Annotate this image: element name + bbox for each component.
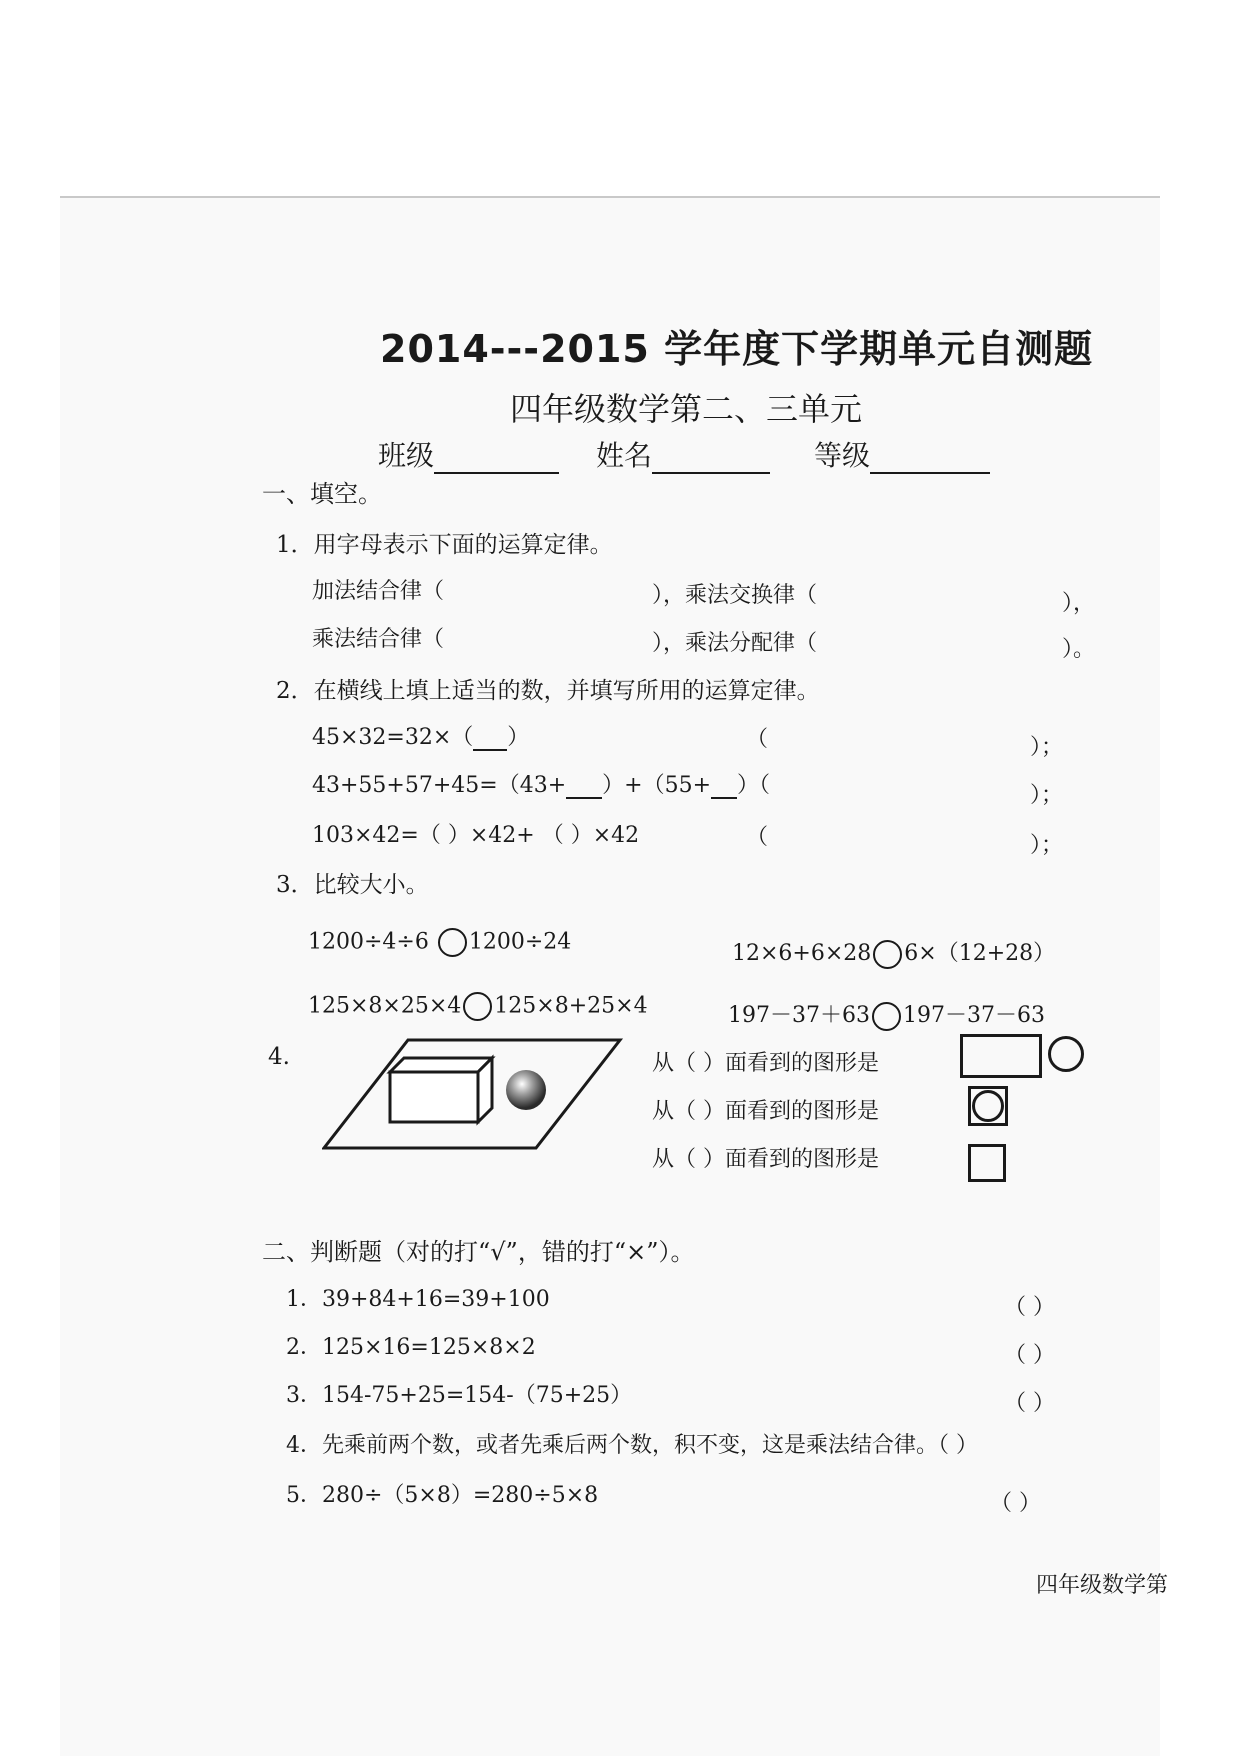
q4-number: 4.	[268, 1044, 290, 1070]
q4-view1-text: 从（ ）面看到的图形是	[652, 1051, 879, 1076]
q3-a-right: 1200÷24	[468, 929, 572, 955]
section2-heading: 二、判断题（对的打“√”，错的打“×”）。	[262, 1238, 695, 1266]
class-label: 班级	[378, 439, 435, 472]
page-footer: 四年级数学第	[1036, 1573, 1169, 1598]
q3-prompt: 3．比较大小。	[276, 872, 429, 898]
name-field	[596, 434, 770, 474]
ball-shape	[506, 1070, 546, 1110]
judge-item-1: 1．39+84+16=39+100	[286, 1287, 550, 1312]
compare-circle[interactable]	[873, 940, 902, 969]
q3-compare-b	[732, 936, 1055, 969]
q1-row1-left: 加法结合律（	[312, 579, 445, 604]
grade-blank[interactable]	[870, 446, 990, 474]
compare-circle[interactable]	[872, 1002, 901, 1031]
q2-line1-blank[interactable]	[473, 727, 507, 751]
q4-view2-text: 从（ ）面看到的图形是	[652, 1099, 879, 1124]
q2-line1-paren: （	[746, 727, 769, 752]
judge-answer-5[interactable]: （ ）	[990, 1491, 1041, 1516]
view-square-shape	[968, 1144, 1006, 1182]
q2-line2-blank-a[interactable]	[566, 775, 602, 799]
name-blank[interactable]	[652, 446, 770, 474]
q4-figure	[322, 1036, 624, 1152]
q2-line2-end: ）；	[1030, 783, 1064, 808]
q3-a-left: 1200÷4÷6	[308, 929, 429, 955]
q2-line1-expr: 45×32=32×（	[312, 725, 474, 750]
q1-prompt: 1．用字母表示下面的运算定律。	[276, 532, 613, 558]
q3-b-right: 6×（12+28）	[904, 941, 1056, 966]
q3-d-left: 197－37＋63	[728, 1003, 870, 1028]
q3-compare-c	[308, 992, 648, 1021]
view-rectangle-shape	[960, 1034, 1042, 1078]
q2-prompt: 2．在横线上填上适当的数，并填写所用的运算定律。	[276, 678, 820, 704]
grade-label: 等级	[814, 439, 871, 472]
q2-line1	[312, 720, 529, 751]
judge-answer-3[interactable]: （ ）	[1004, 1391, 1055, 1416]
q1-row2-end: ）。	[1062, 637, 1096, 662]
compare-circle[interactable]	[438, 928, 467, 957]
q2-line1-close: ）	[507, 725, 530, 750]
q2-line3-paren: （	[746, 825, 769, 850]
judge-item-3: 3．154-75+25=154-（75+25）	[286, 1383, 633, 1408]
q1-row2-mid: ），乘法分配律（	[652, 631, 818, 656]
q3-c-left: 125×8×25×4	[308, 993, 462, 1019]
q1-row2-left: 乘法结合律（	[312, 627, 445, 652]
q3-compare-a	[308, 928, 571, 957]
q3-compare-d	[728, 998, 1045, 1031]
q2-line3-expr: 103×42=（ ）×42+ （ ）×42	[312, 823, 640, 848]
q4-view3-text: 从（ ）面看到的图形是	[652, 1147, 879, 1172]
exam-title: 2014---2015 学年度下学期单元自测题	[380, 327, 1094, 371]
section1-heading: 一、填空。	[262, 480, 382, 508]
q2-line2-close: ）（	[737, 773, 771, 798]
q1-row1-end: ），	[1062, 591, 1096, 616]
judge-item-4: 4．先乘前两个数，或者先乘后两个数，积不变，这是乘法结合律。（ ）	[286, 1433, 978, 1458]
judge-answer-2[interactable]: （ ）	[1004, 1343, 1055, 1368]
view-circle-shape	[1048, 1036, 1084, 1072]
inner-circle-shape	[972, 1090, 1004, 1122]
q2-line3-end: ）；	[1030, 833, 1064, 858]
q2-line2	[312, 768, 770, 799]
q3-d-right: 197－37－63	[902, 1003, 1045, 1028]
q1-row1-mid: ），乘法交换律（	[652, 583, 818, 608]
judge-item-2: 2．125×16=125×8×2	[286, 1335, 536, 1360]
q3-c-right: 125×8+25×4	[494, 993, 648, 1019]
q2-line2-blank-b[interactable]	[711, 775, 737, 799]
exam-subtitle: 四年级数学第二、三单元	[510, 390, 863, 428]
class-field	[378, 434, 559, 474]
cuboid-shape	[390, 1058, 492, 1122]
class-blank[interactable]	[434, 446, 559, 474]
q2-line2-expr: 43+55+57+45=（43+	[312, 773, 567, 798]
q2-line2-mid: ）+（55+	[602, 773, 712, 798]
compare-circle[interactable]	[463, 992, 492, 1021]
exam-paper	[60, 196, 1160, 1756]
view-square-with-circle-shape	[968, 1086, 1008, 1126]
grade-field	[814, 434, 990, 474]
q3-b-left: 12×6+6×28	[732, 941, 872, 966]
judge-item-5: 5．280÷（5×8）=280÷5×8	[286, 1483, 599, 1508]
judge-answer-1[interactable]: （ ）	[1004, 1295, 1055, 1320]
q2-line1-end: ）；	[1030, 735, 1064, 760]
name-label: 姓名	[596, 439, 653, 472]
